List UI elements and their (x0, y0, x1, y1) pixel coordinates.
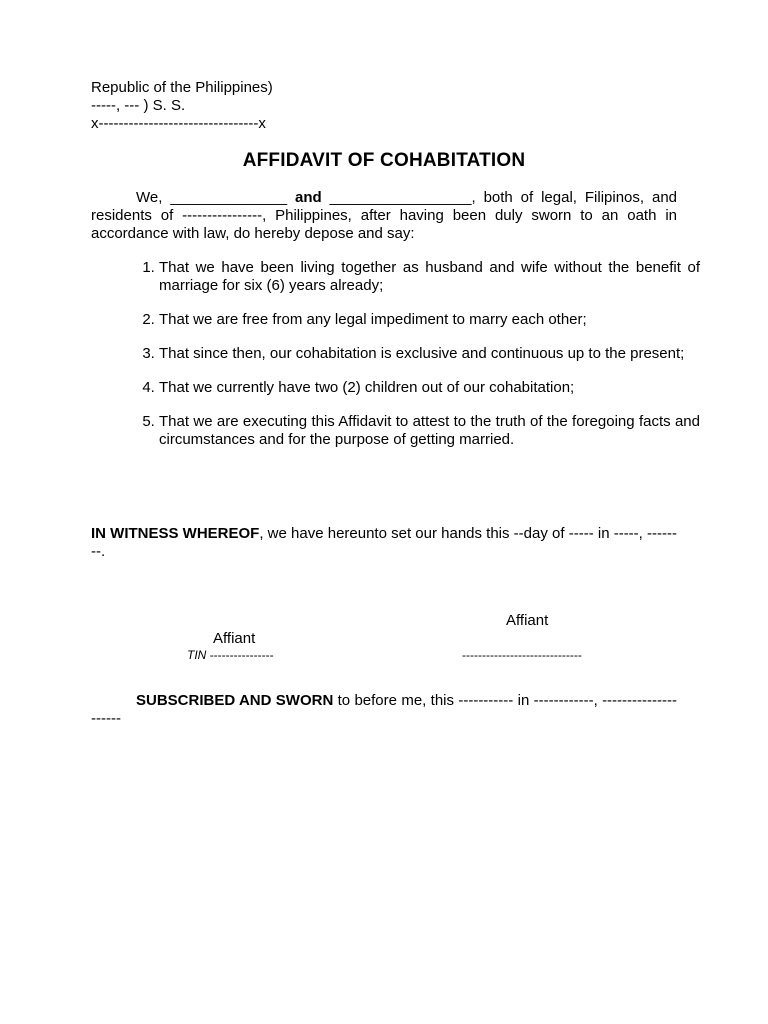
right-signature-line: ------------------------------ (462, 648, 582, 662)
document-title: AFFIDAVIT OF COHABITATION (242, 150, 526, 171)
intro-we: We, (136, 189, 163, 206)
list-item: 5. That we are executing this Affidavit to attest to the truth of the foregoing facts and circumstances and for the purpose of getting married. (159, 413, 700, 449)
intro-blank-first: ______________ (170, 189, 288, 206)
witness-text: , we have hereunto set our hands this --day of ----- in -----, --------. (91, 525, 677, 560)
tin-value: ---------------- (209, 648, 274, 662)
intro-rest: both of legal, Filipinos, and residents of ----------------, Philippines, after having been duly sworn to an oath in accordance with law, do hereby depose and say: (91, 189, 678, 242)
subscribed-heading: SUBSCRIBED AND SWORN (136, 692, 334, 709)
header-separator: x--------------------------------x (91, 115, 266, 132)
intro-paragraph (91, 189, 677, 243)
list-item: 2. That we are free from any legal impediment to marry each other; (159, 311, 700, 329)
list-item: 3. That since then, our cohabitation is exclusive and continuous up to the present; (159, 345, 700, 363)
list-item: 1. That we have been living together as husband and wife without the benefit of marriage for six (6) years already; (159, 259, 700, 295)
subscribed-paragraph (91, 692, 677, 728)
tin-line (187, 648, 274, 662)
affiant-right-label: Affiant (506, 612, 549, 629)
witness-paragraph (91, 525, 677, 561)
tin-label: TIN (187, 648, 207, 662)
statement-list (136, 259, 700, 449)
header-republic: Republic of the Philippines) (91, 79, 273, 96)
list-item: 4. That we currently have two (2) children out of our cohabitation; (159, 379, 700, 397)
witness-heading: IN WITNESS WHEREOF (91, 525, 260, 542)
intro-and: and (295, 189, 322, 206)
header-venue: -----, --- ) S. S. (91, 97, 186, 114)
affiant-left-label: Affiant (213, 630, 256, 647)
subscribed-text: to before me, this ----------- in ------------, --------------------- (91, 692, 677, 727)
intro-blank-second: _________________, (329, 189, 476, 206)
